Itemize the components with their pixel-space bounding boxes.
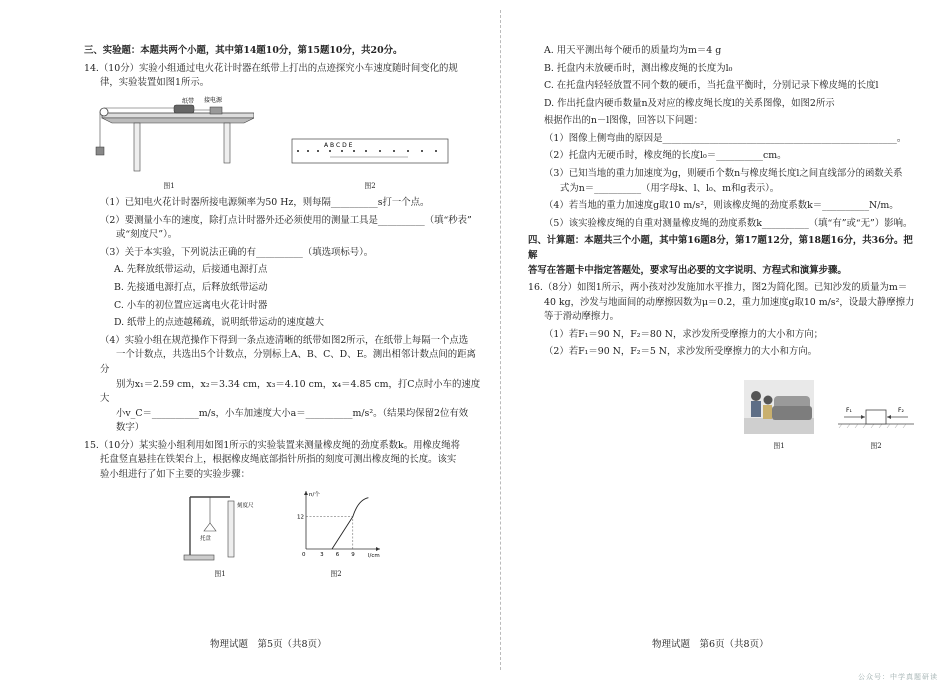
sofa-force-diagram	[836, 394, 916, 434]
y-axis-arrow	[304, 491, 308, 495]
q14-fig2-caption: 图2	[364, 182, 376, 191]
q15-step-d: D. 作出托盘内硬币数量n及对应的橡皮绳长度l的关系图像，如图2所示	[544, 97, 835, 109]
children-pushing-sofa-photo	[744, 380, 814, 434]
q15-step-b: B. 托盘内未放硬币时，测出橡皮绳的长度为l₀	[544, 62, 733, 74]
q15-figure-1	[180, 491, 260, 580]
q16-figure-1	[744, 380, 814, 451]
q16-fig2-caption: 图2	[870, 441, 882, 450]
rubber-band-stand-diagram	[180, 491, 260, 563]
q15-step-a: A. 用天平测出每个硬币的质量均为m＝4 g	[544, 45, 722, 56]
q15-part-3: （3）已知当地的重力加速度为g，则硬币个数n与橡皮绳长度l之间直线部分的函数关系 式为n＝__________（用字母k、l、l₀、m和g表示）。	[544, 168, 903, 194]
q14-figure-2	[290, 135, 450, 192]
x-tick-label-0: 0	[302, 551, 306, 558]
watermark: 公众号：中学真题研读	[858, 673, 938, 682]
q14-figure-1	[84, 95, 254, 192]
x-axis-arrow	[376, 547, 380, 551]
right-page	[528, 44, 918, 455]
force-f2-label: F₂	[898, 406, 904, 414]
footer-left-page-number: 物理试题 第5页（共8页）	[210, 639, 327, 650]
paper-tape-diagram	[290, 135, 450, 175]
q15-step-c: C. 在托盘内轻轻放置不同个数的硬币，当托盘平衡时，分别记录下橡皮绳的长度l	[544, 80, 879, 92]
q15-part-2: （2）托盘内无硬币时，橡皮绳的长度l₀＝__________cm。	[544, 150, 787, 162]
q14-option-b: B. 先接通电源打点，后释放纸带运动	[114, 282, 268, 294]
q14-option-a: A. 先释放纸带运动，后接通电源打点	[114, 264, 268, 276]
q14-part-3: （3）关于本实验，下列说法正确的有__________（填选项标号）。	[100, 246, 374, 258]
cart-apparatus-diagram	[84, 95, 254, 175]
x-tick-label-3: 9	[351, 551, 355, 558]
ruler-label: 刻度尺	[237, 502, 254, 509]
footer-right-page-number: 物理试题 第6页（共8页）	[652, 639, 769, 650]
q15-part-1: （1）图像上侧弯曲的原因是__________________________________________________。	[544, 132, 907, 144]
q14-option-c: C. 小车的初位置应远离电火花计时器	[114, 299, 268, 311]
q15-fig2-caption: 图2	[330, 570, 342, 579]
q15-figure-2	[288, 487, 384, 580]
q16-part-1: （1）若F₁＝90 N，F₂＝80 N，求沙发所受摩擦力的大小和方向；	[544, 328, 823, 340]
fig1-tape-label: 纸带	[182, 97, 195, 105]
page-divider	[500, 10, 501, 670]
q15-stem: 15.（10分）某实验小组利用如图1所示的实验装置来测量橡皮绳的劲度系数k。用橡皮绳将 托盘竖直悬挂在铁架台上，根据橡皮绳底部指针所指的刻度可测出橡皮绳的长度。该实 验小组进行了如下主要的实验步骤：	[84, 439, 460, 480]
n-l-graph	[288, 487, 384, 563]
x-tick-label-1: 3	[320, 551, 324, 558]
fig1-power-label: 接电源	[204, 96, 223, 104]
q14-figures	[84, 95, 484, 192]
x-tick-label-2: 6	[335, 551, 340, 558]
q14-part-4: （4）实验小组在规范操作下得到一条点迹清晰的纸带如图2所示，在纸带上每隔一个点选 一个计数点，共选出5个计数点，分别标上A、B、C、D、E。测出相邻计数点间的距离分 别为x₁＝2.59 cm，x₂＝3.34 cm，x₃＝4.10 cm，x₄＝4.85 cm，打C点时小车的速度大 小v_C＝__________m/s，小车加速度大小a＝__________m/s²。（结果均保留2位有效 数字）	[100, 334, 481, 434]
q14-fig1-caption: 图1	[163, 182, 175, 191]
q15-figures	[180, 487, 484, 580]
q15-intro: 根据作出的n－l图像，回答以下问题：	[544, 115, 704, 127]
x-axis-label: l/cm	[368, 552, 380, 559]
q16-figure-2	[836, 394, 916, 451]
y-tick-label-0: 12	[297, 514, 304, 521]
tape-point-labels: A B C D E	[324, 141, 353, 149]
q14-option-d: D. 纸带上的点迹越稀疏，说明纸带运动的速度越大	[114, 317, 325, 329]
series-line-curved	[353, 497, 369, 516]
q16-figures	[744, 380, 918, 451]
y-axis-label: n/个	[309, 491, 320, 498]
left-page	[84, 44, 484, 584]
series-line-straight	[332, 516, 353, 548]
force-f1-label: F₁	[846, 406, 852, 414]
q16-stem: 16.（8分）如图1所示，两小孩对沙发施加水平推力，图2为简化图。已知沙发的质量为m＝ 40 kg，沙发与地面间的动摩擦因数为μ＝0.2，重力加速度g取10 m/s²，设最大静摩擦力 等于滑动摩擦力。	[528, 282, 915, 323]
tray-label: 托盘	[200, 535, 212, 542]
q15-part-5: （5）该实验橡皮绳的自重对测量橡皮绳的劲度系数k__________（填“有”或“无”）影响。	[544, 217, 913, 229]
q16-fig1-caption: 图1	[773, 441, 785, 450]
q14-part-2: （2）要测量小车的速度，除打点计时器外还必须使用的测量工具是__________（填“秒表” 或“刻度尺”）。	[100, 214, 472, 241]
q14-stem: 14.（10分）实验小组通过电火花计时器在纸带上打出的点迹探究小车速度随时间变化的规 律，实验装置如图1所示。	[84, 62, 458, 89]
q16-part-2: （2）若F₁＝90 N，F₂＝5 N，求沙发所受摩擦力的大小和方向。	[544, 346, 818, 358]
section-3-heading: 三、实验题：本题共两个小题，其中第14题10分，第15题10分，共20分。	[84, 45, 403, 56]
q14-part-1: （1）已知电火花计时器所接电源频率为50 Hz，则每隔__________s打一个点。	[100, 197, 430, 209]
section-4-heading: 四、计算题：本题共三个小题，其中第16题8分，第17题12分，第18题16分，共36分。把解 答写在答题卡中指定答题处，要求写出必要的文字说明、方程式和演算步骤。	[528, 235, 913, 276]
q15-fig1-caption: 图1	[214, 570, 226, 579]
q15-part-4: （4）若当地的重力加速度g取10 m/s²，则该橡皮绳的劲度系数k＝__________N/m。	[544, 200, 899, 212]
